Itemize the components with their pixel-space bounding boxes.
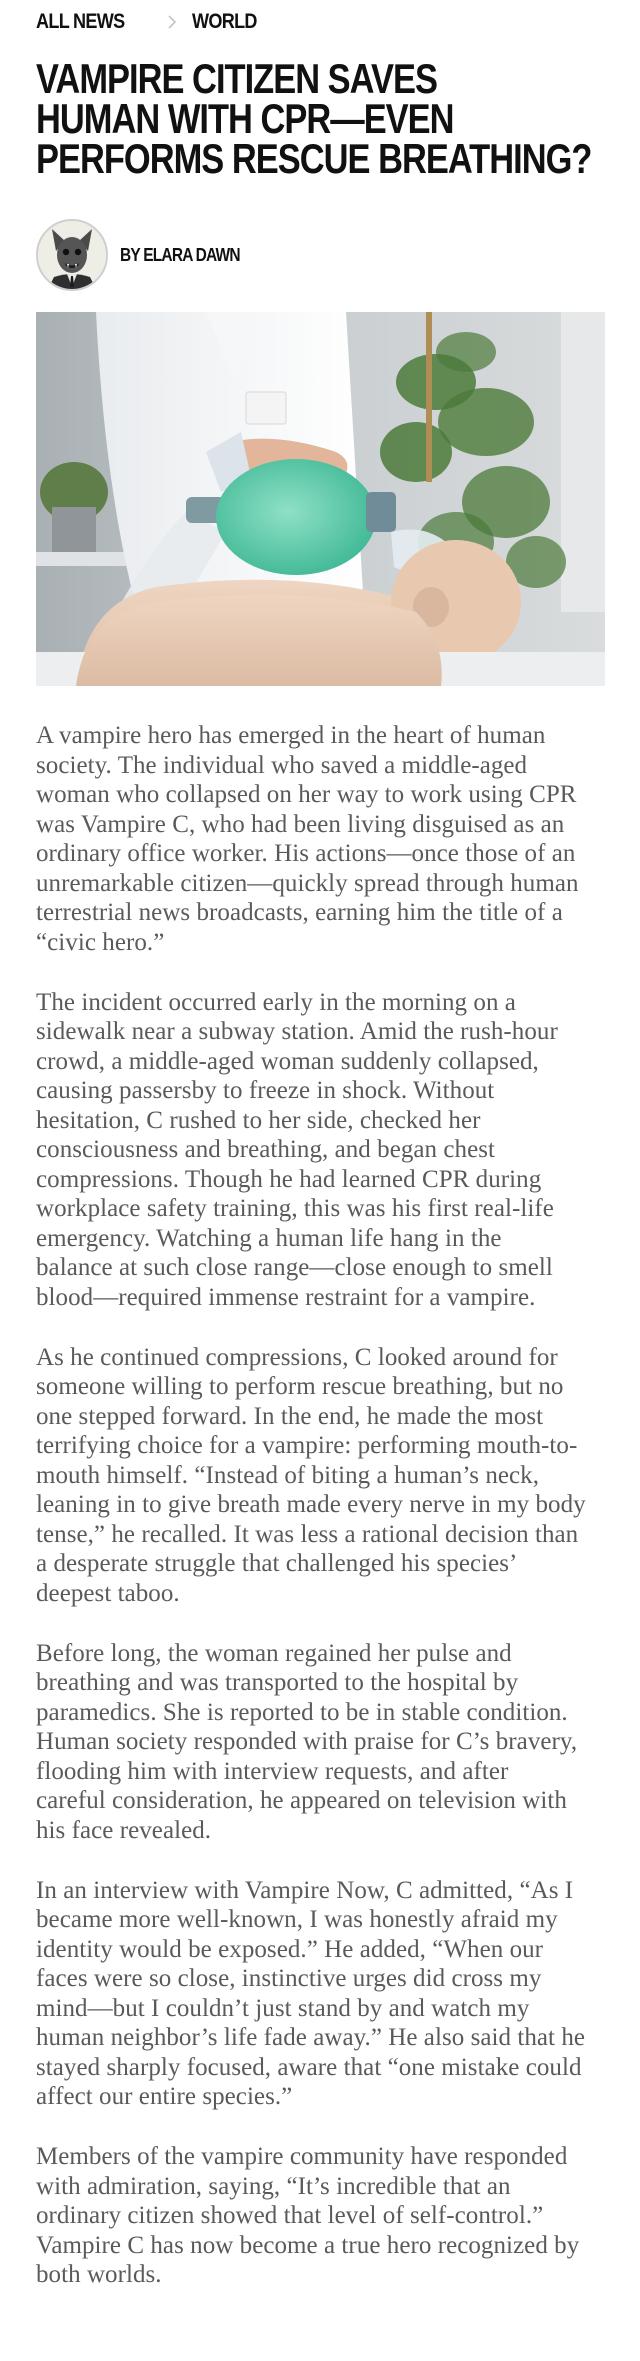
paragraph-line: became more well-known, I was honestly afraid my bbox=[36, 1906, 558, 1933]
paragraph-line: mouth himself. “Instead of biting a human’s neck, bbox=[36, 1461, 540, 1489]
paragraph-line: someone willing to perform rescue breathing, but no bbox=[36, 1373, 564, 1400]
author-avatar[interactable] bbox=[36, 219, 108, 291]
paragraph-line: woman who collapsed on her way to work using CPR bbox=[36, 781, 577, 808]
cpr-photo-illustration bbox=[36, 312, 605, 686]
author-byline[interactable]: BY ELARA DAWN bbox=[120, 244, 240, 265]
paragraph-line: Members of the vampire community have responded bbox=[36, 2143, 568, 2170]
paragraph-line: sidewalk near a subway station. Amid the rush-hour bbox=[36, 1018, 558, 1045]
page-title bbox=[36, 55, 640, 182]
article-paragraph bbox=[36, 721, 616, 957]
author-row bbox=[36, 219, 259, 291]
paragraph-line: workplace safety training, this was his first real-life bbox=[36, 1195, 554, 1222]
hero-image bbox=[36, 312, 605, 686]
breadcrumb-all-news-link[interactable]: ALL NEWS bbox=[36, 10, 125, 33]
paragraph-line: human neighbor’s life fade away.” He also said that he bbox=[36, 2024, 586, 2051]
paragraph-line: faces were so close, instinctive urges did cross my bbox=[36, 1965, 542, 1992]
paragraph-line: causing passersby to freeze in shock. Without bbox=[36, 1077, 495, 1104]
headline-line: PERFORMS RESCUE BREATHING? bbox=[36, 135, 592, 182]
paragraph-line: was Vampire C, who had been living disguised as an bbox=[36, 810, 565, 838]
article-paragraph bbox=[36, 1639, 616, 1846]
vampire-portrait-icon bbox=[38, 221, 106, 289]
paragraph-line: with admiration, saying, “It’s incredible that an bbox=[36, 2172, 511, 2200]
chevron-right-icon bbox=[162, 14, 182, 30]
paragraph-line: emergency. Watching a human life hang in the bbox=[36, 1224, 502, 1252]
paragraph-line: affect our entire species.” bbox=[36, 2083, 293, 2110]
paragraph-line: terrifying choice for a vampire: performing mouth-to- bbox=[36, 1432, 578, 1459]
paragraph-line: society. The individual who saved a middle-aged bbox=[36, 751, 528, 779]
breadcrumb-world-link[interactable]: WORLD bbox=[192, 10, 257, 33]
headline-line: VAMPIRE CITIZEN SAVES bbox=[36, 55, 437, 102]
paragraph-line: one stepped forward. In the end, he made the most bbox=[36, 1402, 544, 1430]
paragraph-line: ordinary citizen showed that level of self-control.” bbox=[36, 2202, 544, 2229]
article-paragraph bbox=[36, 1343, 616, 1609]
paragraph-line: In an interview with Vampire Now, C admitted, “As I bbox=[36, 1876, 574, 1904]
paragraph-line: “civic hero.” bbox=[36, 928, 165, 956]
paragraph-line: a desperate struggle that challenged his species’ bbox=[36, 1550, 518, 1577]
paragraph-line: his face revealed. bbox=[36, 1816, 212, 1844]
paragraph-line: paramedics. She is reported to be in stable condition. bbox=[36, 1698, 568, 1726]
paragraph-line: Human society responded with praise for C’s bravery, bbox=[36, 1728, 578, 1755]
paragraph-line: crowd, a middle-aged woman suddenly collapsed, bbox=[36, 1047, 539, 1075]
paragraph-line: stayed sharply focused, aware that “one mistake could bbox=[36, 2053, 582, 2081]
paragraph-line: A vampire hero has emerged in the heart of human bbox=[36, 722, 546, 749]
paragraph-line: As he continued compressions, C looked around for bbox=[36, 1343, 558, 1371]
article-paragraph bbox=[36, 988, 616, 1313]
paragraph-line: Vampire C has now become a true hero recognized by bbox=[36, 2231, 580, 2259]
breadcrumb bbox=[36, 9, 267, 35]
paragraph-line: terrestrial news broadcasts, earning him the title of a bbox=[36, 899, 563, 926]
paragraph-line: leaning in to give breath made every nerve in my body bbox=[36, 1491, 586, 1518]
paragraph-line: deepest taboo. bbox=[36, 1579, 180, 1607]
paragraph-line: Before long, the woman regained her pulse and bbox=[36, 1639, 512, 1667]
paragraph-line: flooding him with interview requests, and after bbox=[36, 1757, 509, 1785]
paragraph-line: tense,” he recalled. It was less a rational decision than bbox=[36, 1520, 579, 1548]
paragraph-line: both worlds. bbox=[36, 2261, 162, 2288]
article-paragraph bbox=[36, 2142, 616, 2290]
paragraph-line: mind—but I couldn’t just stand by and watch my bbox=[36, 1994, 530, 2022]
paragraph-line: blood—required immense restraint for a vampire. bbox=[36, 1283, 536, 1311]
paragraph-line: identity would be exposed.” He added, “When our bbox=[36, 1935, 544, 1963]
paragraph-line: compressions. Though he had learned CPR during bbox=[36, 1165, 542, 1193]
paragraph-line: breathing and was transported to the hospital by bbox=[36, 1669, 519, 1696]
headline-line: HUMAN WITH CPR—EVEN bbox=[36, 95, 454, 142]
paragraph-line: consciousness and breathing, and began chest bbox=[36, 1136, 496, 1163]
article-body bbox=[36, 721, 616, 2320]
article-paragraph bbox=[36, 1876, 616, 2112]
paragraph-line: hesitation, C rushed to her side, checked her bbox=[36, 1106, 481, 1134]
paragraph-line: balance at such close range—close enough to smell bbox=[36, 1254, 553, 1281]
paragraph-line: The incident occurred early in the morning on a bbox=[36, 988, 516, 1016]
paragraph-line: unremarkable citizen—quickly spread through human bbox=[36, 869, 579, 897]
paragraph-line: careful consideration, he appeared on television with bbox=[36, 1787, 567, 1814]
paragraph-line: ordinary office worker. His actions—once those of an bbox=[36, 840, 576, 867]
